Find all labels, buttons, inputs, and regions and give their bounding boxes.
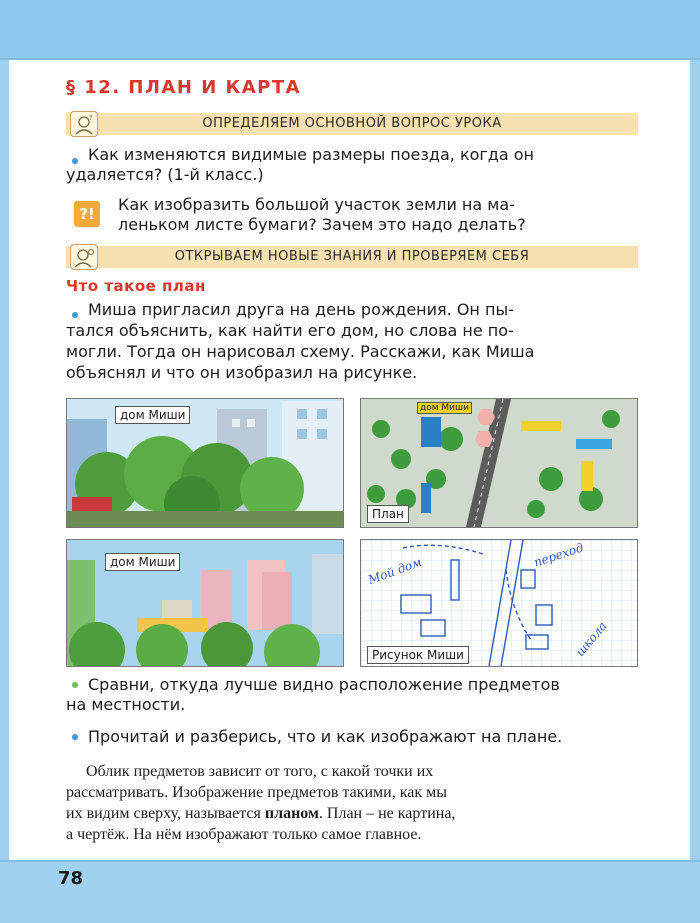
task-1-line-4: объяснял и что он изобразил на рисунке. xyxy=(66,363,418,382)
sketch-home-text: Мой дом xyxy=(366,554,424,588)
task-3-line: Прочитай и разберись, что и как изображают на плане. xyxy=(88,727,563,746)
bottom-band xyxy=(0,860,700,923)
text-line-3 xyxy=(66,803,455,824)
sketch-caption: Рисунок Миши xyxy=(367,646,469,664)
plan-home-label: дом Миши xyxy=(417,402,472,414)
section-title: § 12. ПЛАН И КАРТА xyxy=(66,77,302,98)
figure-misha-sketch xyxy=(360,539,638,667)
home-label: дом Миши xyxy=(105,553,180,571)
task-1-line-3: могли. Тогда он нарисовал схему. Расскажи, как Миша xyxy=(66,342,535,361)
question-1-line-1: Как изменяются видимые размеры поезда, когда он xyxy=(88,145,534,164)
figure-plan-view xyxy=(360,398,638,528)
page-number: 78 xyxy=(58,868,84,889)
bullet-icon xyxy=(72,158,78,164)
new-knowledge-strip xyxy=(66,246,638,268)
thinking-person-icon xyxy=(70,111,98,137)
task-1-line-2: тался объяснить, как найти его дом, но слова не по- xyxy=(66,321,514,340)
text-line-3-end: . План – не картина, xyxy=(318,805,456,822)
question-2-line-2: леньком листе бумаги? Зачем это надо делать? xyxy=(118,215,526,234)
strip-label: ОПРЕДЕЛЯЕМ ОСНОВНОЙ ВОПРОС УРОКА xyxy=(202,116,502,131)
subheading: Что такое план xyxy=(66,277,206,295)
discovery-person-icon xyxy=(70,244,98,270)
text-line-3-start: их видим сверху, называется xyxy=(66,805,265,822)
text-line-2: рассматривать. Изображение предметов такими, как мы xyxy=(66,784,448,801)
problem-question-icon: ?! xyxy=(74,201,100,227)
text-line-1: Облик предметов зависит от того, с какой точки их xyxy=(86,763,434,780)
text-line-4: а чертёж. На нём изображают только самое главное. xyxy=(66,826,422,843)
bullet-icon xyxy=(72,682,78,688)
question-1-line-2: удаляется? (1-й класс.) xyxy=(66,165,264,184)
task-2-line-2: на местности. xyxy=(66,695,186,714)
term-plan: планом xyxy=(264,805,319,822)
sketch-school-text: школа xyxy=(572,618,610,660)
bullet-icon xyxy=(72,734,78,740)
task-1-line-1: Миша пригласил друга на день рождения. Он пы- xyxy=(88,300,514,319)
task-2-line-1: Сравни, откуда лучше видно расположение предметов xyxy=(88,675,560,694)
plan-caption: План xyxy=(367,505,409,523)
figure-side-view-trees xyxy=(66,398,344,528)
lesson-question-strip xyxy=(66,113,638,135)
question-2-line-1: Как изобразить большой участок земли на ма- xyxy=(118,195,515,214)
top-band xyxy=(0,0,700,60)
strip-label: ОТКРЫВАЕМ НОВЫЕ ЗНАНИЯ И ПРОВЕРЯЕМ СЕБЯ xyxy=(174,249,530,264)
figure-distant-view xyxy=(66,539,344,667)
bullet-icon xyxy=(72,312,78,318)
svg-text:?: ? xyxy=(89,114,93,122)
home-label: дом Миши xyxy=(115,406,190,424)
sketch-crossing-text: переход xyxy=(532,540,586,570)
